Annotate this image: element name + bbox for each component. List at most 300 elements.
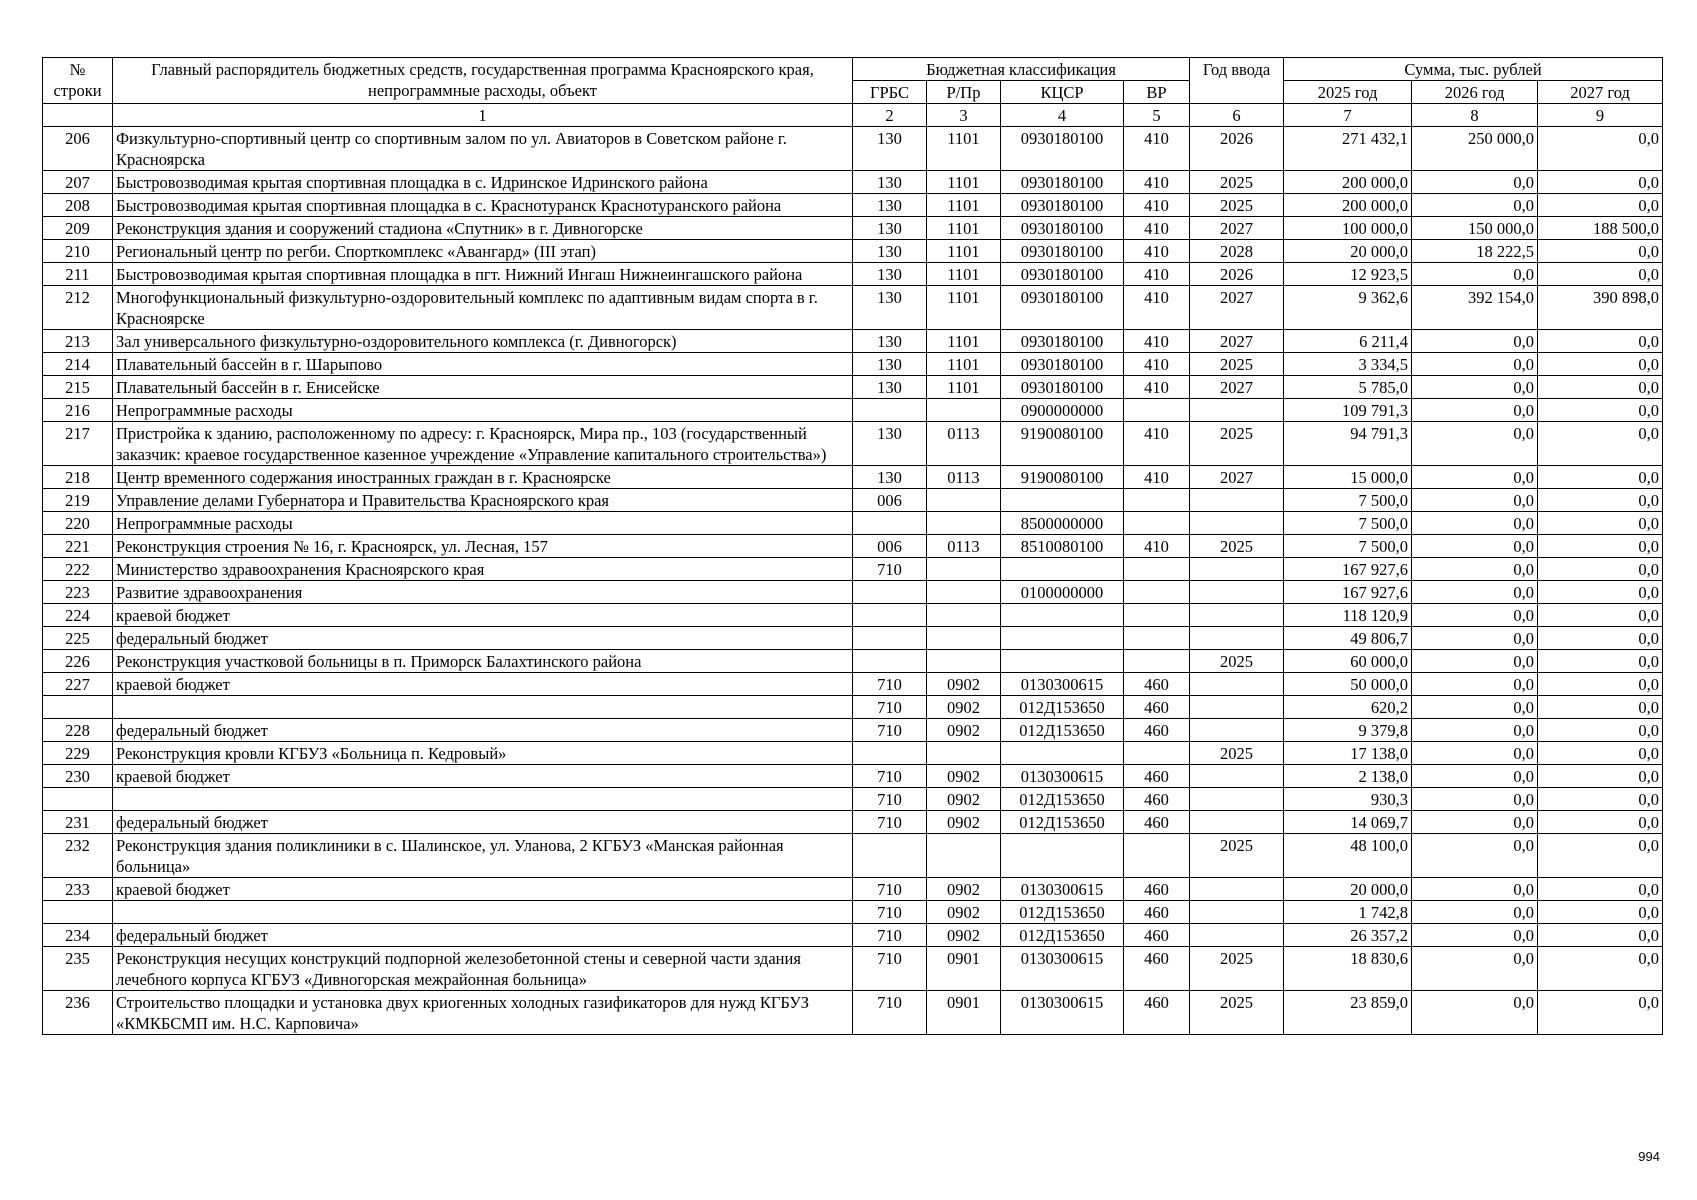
cell-sum-2027: 0,0 [1538,742,1663,765]
cell-kcsr: 0930180100 [1001,286,1124,330]
cell-kcsr: 0930180100 [1001,240,1124,263]
cell-sum-2025: 1 742,8 [1284,901,1412,924]
cell-row-number: 222 [43,558,113,581]
cell-year: 2025 [1190,991,1284,1035]
cell-year [1190,604,1284,627]
cell-sum-2026: 0,0 [1412,604,1538,627]
cell-grbs: 130 [853,466,927,489]
cell-kcsr [1001,834,1124,878]
cell-name: Зал универсального физкультурно-оздоровительного комплекса (г. Дивногорск) [113,330,853,353]
cell-sum-2025: 100 000,0 [1284,217,1412,240]
table-row [43,399,1663,422]
cell-kcsr: 0130300615 [1001,991,1124,1035]
table-row [43,466,1663,489]
table-row [43,581,1663,604]
table-row [43,604,1663,627]
cell-kcsr [1001,604,1124,627]
cell-row-number: 229 [43,742,113,765]
header-vr: ВР [1124,81,1190,104]
header-row-number: № строки [43,58,113,104]
cell-grbs: 130 [853,127,927,171]
cell-grbs: 710 [853,558,927,581]
cell-grbs: 710 [853,719,927,742]
cell-sum-2026: 0,0 [1412,399,1538,422]
cell-row-number: 227 [43,673,113,696]
cell-kcsr: 012Д153650 [1001,719,1124,742]
cell-name [113,901,853,924]
cell-vr: 410 [1124,194,1190,217]
cell-vr: 460 [1124,811,1190,834]
cell-sum-2026: 0,0 [1412,742,1538,765]
cell-name: федеральный бюджет [113,924,853,947]
column-number: 5 [1124,104,1190,127]
cell-vr [1124,581,1190,604]
cell-rpr [927,627,1001,650]
header-budget-classification: Бюджетная классификация [853,58,1190,81]
cell-row-number: 221 [43,535,113,558]
cell-kcsr: 0130300615 [1001,673,1124,696]
cell-kcsr: 012Д153650 [1001,924,1124,947]
table-body [43,127,1663,1035]
cell-rpr: 0902 [927,788,1001,811]
cell-sum-2027: 0,0 [1538,673,1663,696]
cell-name: Физкультурно-спортивный центр со спортивным залом по ул. Авиаторов в Советском районе г. Красноярска [113,127,853,171]
cell-grbs [853,834,927,878]
cell-year: 2026 [1190,263,1284,286]
cell-sum-2027: 0,0 [1538,878,1663,901]
table-row [43,788,1663,811]
cell-sum-2025: 2 138,0 [1284,765,1412,788]
cell-sum-2027: 0,0 [1538,127,1663,171]
cell-name: краевой бюджет [113,878,853,901]
cell-row-number: 233 [43,878,113,901]
cell-vr: 460 [1124,991,1190,1035]
cell-sum-2025: 7 500,0 [1284,535,1412,558]
column-number: 9 [1538,104,1663,127]
cell-sum-2025: 49 806,7 [1284,627,1412,650]
cell-vr: 410 [1124,240,1190,263]
cell-sum-2025: 167 927,6 [1284,581,1412,604]
column-number: 3 [927,104,1001,127]
column-number: 7 [1284,104,1412,127]
cell-grbs [853,512,927,535]
cell-vr: 460 [1124,765,1190,788]
column-numbers-row [43,104,1663,127]
cell-row-number [43,696,113,719]
cell-vr: 410 [1124,376,1190,399]
cell-sum-2025: 271 432,1 [1284,127,1412,171]
cell-year: 2027 [1190,330,1284,353]
cell-rpr: 1101 [927,194,1001,217]
cell-kcsr: 9190080100 [1001,466,1124,489]
cell-sum-2027: 0,0 [1538,650,1663,673]
cell-sum-2025: 7 500,0 [1284,512,1412,535]
cell-sum-2025: 6 211,4 [1284,330,1412,353]
cell-rpr: 1101 [927,263,1001,286]
column-number: 4 [1001,104,1124,127]
cell-sum-2026: 0,0 [1412,650,1538,673]
budget-table [42,57,1663,1035]
cell-sum-2026: 0,0 [1412,947,1538,991]
table-row [43,947,1663,991]
cell-kcsr: 0930180100 [1001,171,1124,194]
cell-sum-2027: 0,0 [1538,834,1663,878]
cell-kcsr: 0130300615 [1001,878,1124,901]
cell-year: 2025 [1190,834,1284,878]
table-row [43,834,1663,878]
cell-year [1190,627,1284,650]
cell-grbs: 006 [853,489,927,512]
cell-sum-2026: 0,0 [1412,263,1538,286]
cell-row-number: 215 [43,376,113,399]
cell-grbs: 710 [853,947,927,991]
cell-kcsr: 0130300615 [1001,947,1124,991]
cell-name: Непрограммные расходы [113,512,853,535]
cell-sum-2027: 0,0 [1538,171,1663,194]
cell-sum-2027: 0,0 [1538,788,1663,811]
cell-sum-2027: 0,0 [1538,240,1663,263]
cell-sum-2027: 0,0 [1538,512,1663,535]
cell-grbs: 710 [853,673,927,696]
header-name: Главный распорядитель бюджетных средств, государственная программа Красноярского края, непрограммные расходы, объект [113,58,853,104]
cell-sum-2026: 392 154,0 [1412,286,1538,330]
table-row [43,240,1663,263]
cell-sum-2027: 0,0 [1538,194,1663,217]
cell-sum-2026: 0,0 [1412,353,1538,376]
cell-sum-2025: 50 000,0 [1284,673,1412,696]
cell-rpr: 0902 [927,924,1001,947]
cell-kcsr: 0900000000 [1001,399,1124,422]
cell-vr: 410 [1124,171,1190,194]
cell-rpr: 1101 [927,330,1001,353]
cell-row-number: 219 [43,489,113,512]
cell-name [113,696,853,719]
table-row [43,924,1663,947]
table-row [43,422,1663,466]
table-row [43,217,1663,240]
cell-name: Центр временного содержания иностранных граждан в г. Красноярске [113,466,853,489]
cell-vr: 410 [1124,330,1190,353]
cell-rpr: 1101 [927,217,1001,240]
cell-kcsr: 0930180100 [1001,353,1124,376]
cell-kcsr: 012Д153650 [1001,811,1124,834]
cell-rpr: 0113 [927,422,1001,466]
cell-name: Управление делами Губернатора и Правительства Красноярского края [113,489,853,512]
cell-row-number: 226 [43,650,113,673]
table-row [43,535,1663,558]
cell-name: федеральный бюджет [113,811,853,834]
cell-year: 2025 [1190,171,1284,194]
cell-year: 2027 [1190,466,1284,489]
cell-year [1190,924,1284,947]
cell-row-number: 220 [43,512,113,535]
cell-row-number: 211 [43,263,113,286]
table-row [43,171,1663,194]
table-row [43,512,1663,535]
cell-grbs: 130 [853,217,927,240]
cell-sum-2026: 0,0 [1412,535,1538,558]
cell-row-number: 212 [43,286,113,330]
cell-row-number [43,901,113,924]
cell-sum-2025: 94 791,3 [1284,422,1412,466]
header-sum: Сумма, тыс. рублей [1284,58,1663,81]
cell-sum-2025: 7 500,0 [1284,489,1412,512]
cell-vr: 460 [1124,878,1190,901]
cell-kcsr: 0930180100 [1001,330,1124,353]
cell-kcsr: 0930180100 [1001,217,1124,240]
cell-sum-2026: 18 222,5 [1412,240,1538,263]
header-year: Год ввода [1190,58,1284,104]
cell-sum-2025: 167 927,6 [1284,558,1412,581]
cell-sum-2025: 20 000,0 [1284,240,1412,263]
cell-rpr: 0902 [927,673,1001,696]
cell-name: Реконструкция строения № 16, г. Красноярск, ул. Лесная, 157 [113,535,853,558]
cell-sum-2027: 390 898,0 [1538,286,1663,330]
cell-grbs: 130 [853,422,927,466]
cell-kcsr: 0930180100 [1001,263,1124,286]
cell-kcsr: 0100000000 [1001,581,1124,604]
cell-year [1190,878,1284,901]
cell-vr: 410 [1124,286,1190,330]
table-row [43,650,1663,673]
table-row [43,330,1663,353]
cell-sum-2027: 0,0 [1538,581,1663,604]
cell-sum-2027: 0,0 [1538,422,1663,466]
cell-grbs [853,604,927,627]
cell-name: Региональный центр по регби. Спорткомплекс «Авангард» (III этап) [113,240,853,263]
cell-kcsr: 9190080100 [1001,422,1124,466]
cell-sum-2026: 0,0 [1412,811,1538,834]
cell-sum-2025: 20 000,0 [1284,878,1412,901]
cell-rpr: 0901 [927,947,1001,991]
cell-year: 2025 [1190,650,1284,673]
cell-row-number: 208 [43,194,113,217]
cell-rpr: 1101 [927,376,1001,399]
cell-year [1190,558,1284,581]
cell-row-number: 218 [43,466,113,489]
cell-sum-2025: 930,3 [1284,788,1412,811]
cell-sum-2026: 0,0 [1412,489,1538,512]
cell-sum-2027: 0,0 [1538,399,1663,422]
cell-sum-2027: 0,0 [1538,991,1663,1035]
cell-kcsr: 012Д153650 [1001,788,1124,811]
cell-vr: 460 [1124,901,1190,924]
table-row [43,627,1663,650]
cell-year: 2025 [1190,742,1284,765]
cell-rpr [927,604,1001,627]
cell-year [1190,512,1284,535]
cell-year [1190,673,1284,696]
cell-sum-2026: 150 000,0 [1412,217,1538,240]
cell-vr [1124,512,1190,535]
header-kcsr: КЦСР [1001,81,1124,104]
cell-sum-2026: 0,0 [1412,581,1538,604]
cell-grbs [853,581,927,604]
cell-vr [1124,604,1190,627]
cell-kcsr: 0130300615 [1001,765,1124,788]
cell-sum-2026: 0,0 [1412,719,1538,742]
cell-vr: 460 [1124,673,1190,696]
cell-kcsr: 0930180100 [1001,376,1124,399]
table-row [43,127,1663,171]
cell-sum-2027: 0,0 [1538,719,1663,742]
cell-grbs: 130 [853,240,927,263]
cell-name: федеральный бюджет [113,627,853,650]
cell-kcsr: 8500000000 [1001,512,1124,535]
table-row [43,901,1663,924]
cell-rpr: 1101 [927,240,1001,263]
column-number [43,104,113,127]
cell-sum-2026: 0,0 [1412,171,1538,194]
cell-sum-2027: 0,0 [1538,924,1663,947]
cell-sum-2025: 5 785,0 [1284,376,1412,399]
cell-name: Министерство здравоохранения Красноярского края [113,558,853,581]
cell-name [113,788,853,811]
cell-year [1190,788,1284,811]
cell-sum-2026: 0,0 [1412,834,1538,878]
column-number: 6 [1190,104,1284,127]
cell-sum-2026: 0,0 [1412,627,1538,650]
table-row [43,376,1663,399]
cell-grbs: 710 [853,696,927,719]
cell-sum-2026: 0,0 [1412,765,1538,788]
cell-grbs: 710 [853,924,927,947]
cell-grbs: 710 [853,765,927,788]
cell-rpr: 0113 [927,466,1001,489]
table-header [43,58,1663,127]
cell-row-number: 213 [43,330,113,353]
cell-grbs: 710 [853,878,927,901]
cell-sum-2025: 3 334,5 [1284,353,1412,376]
cell-year: 2025 [1190,194,1284,217]
cell-sum-2025: 200 000,0 [1284,194,1412,217]
cell-name: Быстровозводимая крытая спортивная площадка в с. Идринское Идринского района [113,171,853,194]
cell-row-number: 231 [43,811,113,834]
cell-sum-2027: 0,0 [1538,696,1663,719]
header-2027: 2027 год [1538,81,1663,104]
cell-sum-2026: 250 000,0 [1412,127,1538,171]
cell-vr: 460 [1124,719,1190,742]
cell-rpr: 0902 [927,719,1001,742]
cell-row-number: 210 [43,240,113,263]
table-row [43,353,1663,376]
cell-name: Плавательный бассейн в г. Енисейске [113,376,853,399]
cell-vr [1124,834,1190,878]
cell-sum-2026: 0,0 [1412,330,1538,353]
cell-grbs: 130 [853,376,927,399]
cell-kcsr [1001,558,1124,581]
cell-sum-2025: 23 859,0 [1284,991,1412,1035]
cell-vr: 410 [1124,263,1190,286]
cell-year: 2026 [1190,127,1284,171]
header-grbs: ГРБС [853,81,927,104]
cell-year [1190,811,1284,834]
cell-name: Реконструкция кровли КГБУЗ «Больница п. Кедровый» [113,742,853,765]
cell-grbs: 130 [853,330,927,353]
cell-sum-2026: 0,0 [1412,673,1538,696]
cell-sum-2026: 0,0 [1412,696,1538,719]
cell-vr: 410 [1124,466,1190,489]
table-row [43,696,1663,719]
cell-name: Строительство площадки и установка двух криогенных холодных газификаторов для нужд КГБУЗ «КМКБСМП им. Н.С. Карповича» [113,991,853,1035]
cell-sum-2025: 9 379,8 [1284,719,1412,742]
cell-kcsr [1001,489,1124,512]
cell-rpr [927,512,1001,535]
cell-row-number: 225 [43,627,113,650]
cell-sum-2026: 0,0 [1412,788,1538,811]
table-row [43,286,1663,330]
cell-row-number: 209 [43,217,113,240]
cell-year: 2027 [1190,217,1284,240]
table-row [43,194,1663,217]
header-rpr: Р/Пр [927,81,1001,104]
cell-year: 2025 [1190,947,1284,991]
table-row [43,558,1663,581]
column-number: 1 [113,104,853,127]
cell-year: 2027 [1190,376,1284,399]
cell-rpr [927,581,1001,604]
cell-rpr: 0113 [927,535,1001,558]
column-number: 8 [1412,104,1538,127]
cell-row-number [43,788,113,811]
cell-vr: 410 [1124,217,1190,240]
table-row [43,263,1663,286]
cell-rpr: 0902 [927,901,1001,924]
cell-grbs: 710 [853,901,927,924]
cell-sum-2026: 0,0 [1412,878,1538,901]
cell-sum-2027: 0,0 [1538,330,1663,353]
cell-sum-2027: 0,0 [1538,604,1663,627]
cell-rpr: 1101 [927,171,1001,194]
cell-year: 2027 [1190,286,1284,330]
cell-name: федеральный бюджет [113,719,853,742]
cell-row-number: 214 [43,353,113,376]
cell-sum-2025: 17 138,0 [1284,742,1412,765]
cell-name: Развитие здравоохранения [113,581,853,604]
cell-sum-2025: 18 830,6 [1284,947,1412,991]
cell-row-number: 230 [43,765,113,788]
cell-row-number: 228 [43,719,113,742]
cell-kcsr: 8510080100 [1001,535,1124,558]
table-row [43,719,1663,742]
cell-kcsr [1001,650,1124,673]
cell-vr: 410 [1124,422,1190,466]
cell-grbs: 710 [853,788,927,811]
cell-sum-2026: 0,0 [1412,194,1538,217]
cell-sum-2026: 0,0 [1412,376,1538,399]
cell-sum-2027: 0,0 [1538,489,1663,512]
cell-grbs: 130 [853,171,927,194]
cell-kcsr: 0930180100 [1001,194,1124,217]
page-number: 994 [1638,1149,1660,1164]
cell-year [1190,696,1284,719]
cell-year: 2025 [1190,353,1284,376]
cell-sum-2027: 0,0 [1538,765,1663,788]
cell-kcsr [1001,742,1124,765]
cell-row-number: 224 [43,604,113,627]
cell-sum-2025: 14 069,7 [1284,811,1412,834]
cell-rpr: 1101 [927,286,1001,330]
cell-grbs [853,627,927,650]
cell-grbs: 710 [853,991,927,1035]
cell-name: Плавательный бассейн в г. Шарыпово [113,353,853,376]
cell-sum-2025: 12 923,5 [1284,263,1412,286]
cell-name: Пристройка к зданию, расположенному по адресу: г. Красноярск, Мира пр., 103 (государственный заказчик: краевое государственное казенное учреждение «Управление капитального строительства») [113,422,853,466]
cell-year [1190,719,1284,742]
cell-row-number: 235 [43,947,113,991]
cell-vr: 460 [1124,696,1190,719]
cell-grbs: 006 [853,535,927,558]
